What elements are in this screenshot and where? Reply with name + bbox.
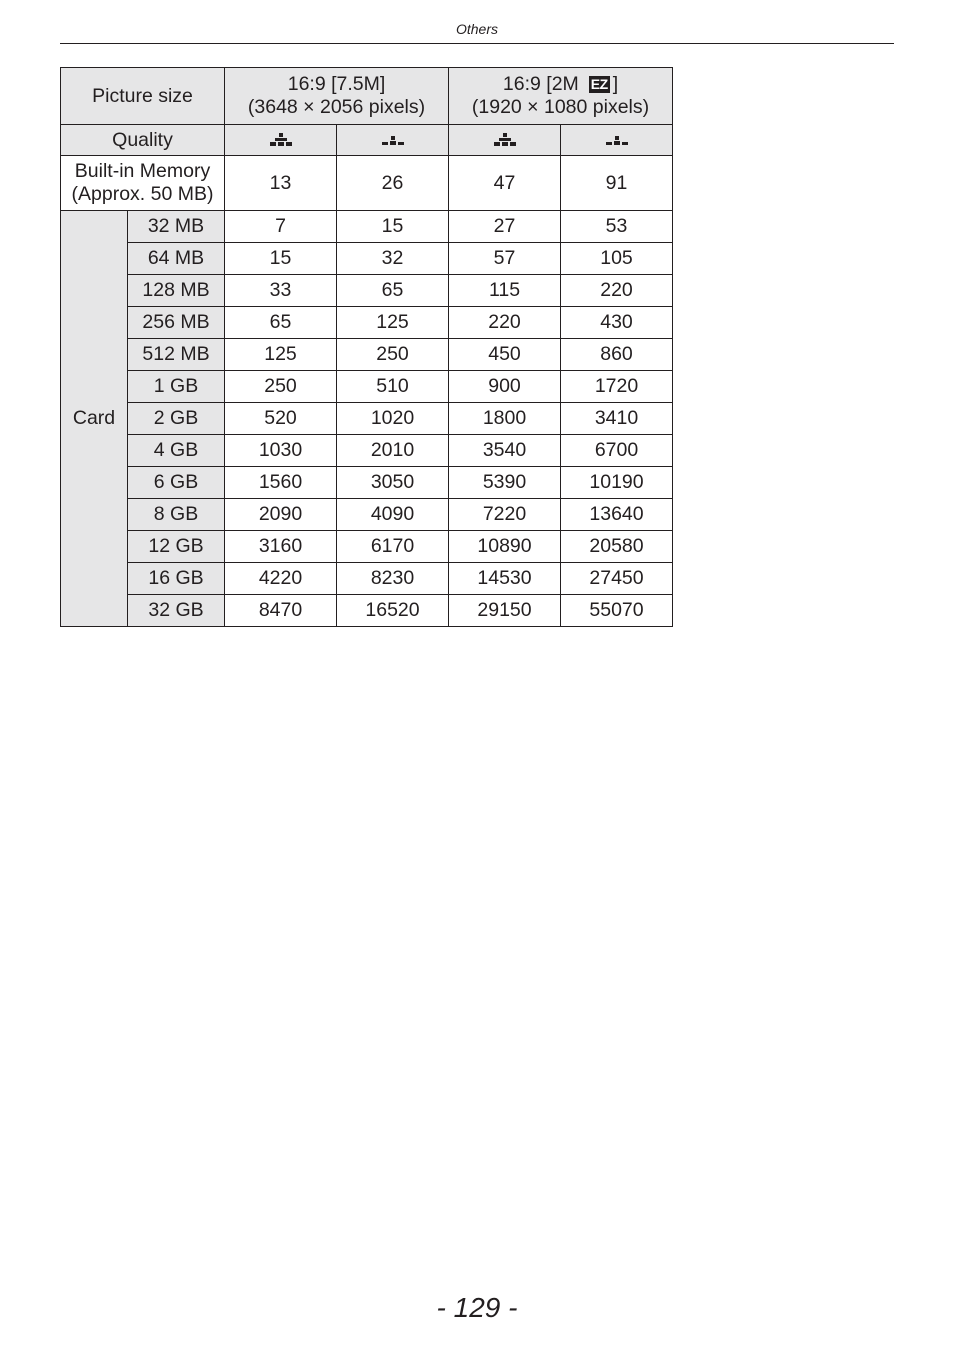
- quality-cell: [561, 125, 673, 156]
- col-header-2m-line1: 16:9 [2M: [502, 73, 579, 95]
- card-value: 520: [225, 403, 337, 435]
- card-value: 3050: [337, 467, 449, 499]
- ez-zoom-icon: EZ: [590, 76, 608, 92]
- builtin-memory-value: 13: [225, 156, 337, 211]
- col-header-7-5m: [225, 68, 449, 125]
- card-value: 6170: [337, 531, 449, 563]
- card-value: 115: [449, 275, 561, 307]
- card-value: 7220: [449, 499, 561, 531]
- card-size-label: 4 GB: [128, 435, 225, 467]
- card-value: 27: [449, 211, 561, 243]
- card-value: 1720: [561, 371, 673, 403]
- builtin-memory-value: 26: [337, 156, 449, 211]
- card-size-label: 128 MB: [128, 275, 225, 307]
- quality-cell: [337, 125, 449, 156]
- builtin-memory-value: 91: [561, 156, 673, 211]
- builtin-memory-line2: (Approx. 50 MB): [71, 183, 214, 205]
- table-row: [61, 531, 673, 563]
- table-row: [61, 275, 673, 307]
- table-row: [61, 307, 673, 339]
- card-size-label: 512 MB: [128, 339, 225, 371]
- card-value: 250: [337, 339, 449, 371]
- card-value: 1030: [225, 435, 337, 467]
- card-value: 20580: [561, 531, 673, 563]
- card-value: 3160: [225, 531, 337, 563]
- card-value: 2090: [225, 499, 337, 531]
- card-size-label: 32 MB: [128, 211, 225, 243]
- col-header-7-5m-line2: (3648 × 2056 pixels): [247, 96, 426, 118]
- card-value: 900: [449, 371, 561, 403]
- card-value: 13640: [561, 499, 673, 531]
- table-row: [61, 371, 673, 403]
- card-value: 125: [337, 307, 449, 339]
- builtin-memory-line1: Built-in Memory: [74, 160, 211, 182]
- card-value: 860: [561, 339, 673, 371]
- card-value: 6700: [561, 435, 673, 467]
- card-value: 8230: [337, 563, 449, 595]
- card-value: 7: [225, 211, 337, 243]
- card-value: 450: [449, 339, 561, 371]
- col-header-2m-line2: (1920 × 1080 pixels): [471, 96, 650, 118]
- card-value: 3540: [449, 435, 561, 467]
- card-value: 15: [337, 211, 449, 243]
- card-size-label: 2 GB: [128, 403, 225, 435]
- table-row: [61, 595, 673, 627]
- card-size-label: 256 MB: [128, 307, 225, 339]
- card-size-label: 12 GB: [128, 531, 225, 563]
- card-label: Card: [61, 211, 128, 627]
- picture-size-header: Picture size: [61, 68, 225, 125]
- card-value: 27450: [561, 563, 673, 595]
- fine-quality-icon: [268, 131, 294, 149]
- card-value: 4090: [337, 499, 449, 531]
- card-size-label: 16 GB: [128, 563, 225, 595]
- quality-cell: [449, 125, 561, 156]
- card-value: 2010: [337, 435, 449, 467]
- builtin-memory-value: 47: [449, 156, 561, 211]
- card-value: 125: [225, 339, 337, 371]
- card-value: 53: [561, 211, 673, 243]
- table-row: [61, 339, 673, 371]
- card-value: 105: [561, 243, 673, 275]
- card-value: 14530: [449, 563, 561, 595]
- header-divider: [60, 43, 894, 44]
- card-value: 510: [337, 371, 449, 403]
- standard-quality-icon: [604, 131, 630, 149]
- card-value: 220: [449, 307, 561, 339]
- col-header-2m: [449, 68, 673, 125]
- table-row: [61, 435, 673, 467]
- card-value: 250: [225, 371, 337, 403]
- table-row: [61, 467, 673, 499]
- card-value: 10890: [449, 531, 561, 563]
- recordable-pictures-table: [60, 67, 673, 627]
- table-row: [61, 243, 673, 275]
- col-header-2m-bracket: ]: [612, 73, 619, 95]
- card-value: 65: [225, 307, 337, 339]
- card-value: 65: [337, 275, 449, 307]
- table-row: [61, 211, 673, 243]
- card-size-label: 64 MB: [128, 243, 225, 275]
- card-value: 3410: [561, 403, 673, 435]
- table-row: [61, 563, 673, 595]
- quality-header: Quality: [61, 125, 225, 156]
- card-size-label: 1 GB: [128, 371, 225, 403]
- quality-cell: [225, 125, 337, 156]
- card-value: 15: [225, 243, 337, 275]
- card-size-label: 32 GB: [128, 595, 225, 627]
- card-value: 5390: [449, 467, 561, 499]
- card-value: 57: [449, 243, 561, 275]
- card-value: 16520: [337, 595, 449, 627]
- card-size-label: 6 GB: [128, 467, 225, 499]
- table-row: [61, 499, 673, 531]
- builtin-memory-label: [61, 156, 225, 211]
- card-value: 1800: [449, 403, 561, 435]
- card-value: 55070: [561, 595, 673, 627]
- card-value: 33: [225, 275, 337, 307]
- fine-quality-icon: [492, 131, 518, 149]
- card-value: 220: [561, 275, 673, 307]
- card-value: 32: [337, 243, 449, 275]
- card-value: 430: [561, 307, 673, 339]
- card-value: 1560: [225, 467, 337, 499]
- card-value: 1020: [337, 403, 449, 435]
- card-value: 4220: [225, 563, 337, 595]
- col-header-7-5m-line1: 16:9 [7.5M]: [287, 73, 386, 95]
- card-size-label: 8 GB: [128, 499, 225, 531]
- card-value: 8470: [225, 595, 337, 627]
- section-title: Others: [455, 21, 498, 37]
- card-value: 29150: [449, 595, 561, 627]
- standard-quality-icon: [380, 131, 406, 149]
- page-number: - 129 -: [436, 1292, 518, 1323]
- card-value: 10190: [561, 467, 673, 499]
- table-row: [61, 403, 673, 435]
